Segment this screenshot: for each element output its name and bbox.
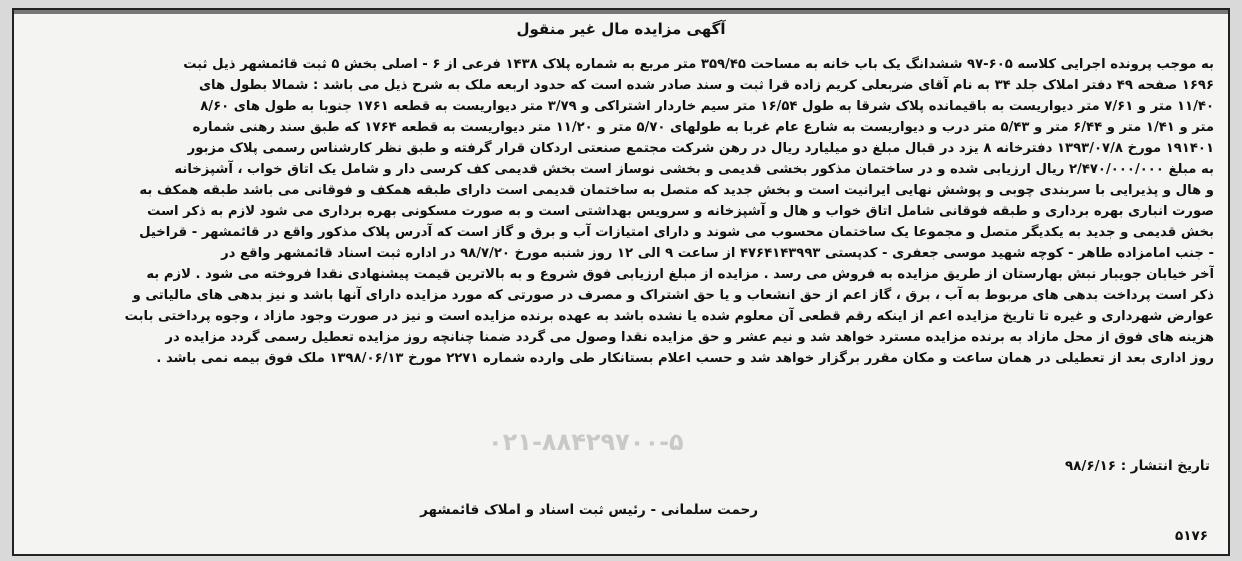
notice-line: به موجب پرونده اجرایی کلاسه ۶۰۵-۹۷ ششدانگ یک باب خانه به مساحت ۳۵۹/۴۵ متر مربع به شماره پلاک ۱۴۳۸ فرعی از ۶ - اصلی بخش ۵ ثبت قائمشهر ذیل ثبت — [183, 57, 1214, 72]
notice-line: ۱۶۹۶ صفحه ۴۹ دفتر املاک جلد ۳۴ به نام آقای ضربعلی کریم زاده قرا ثبت و سند صادر شده است که حدود اربعه ملک به شرح ذیل می باشد : شمالا بطول های — [198, 78, 1214, 93]
notice-sheet — [12, 8, 1230, 556]
phone-watermark: ۰۲۱-۸۸۴۲۹۷۰۰-۵ — [488, 428, 684, 456]
ad-number: ۵۱۷۶ — [1175, 528, 1208, 544]
signature: رحمت سلمانی - رئیس ثبت اسناد و املاک قائمشهر — [420, 502, 758, 518]
notice-line: ذکر است پرداخت بدهی های مربوط به آب ، برق ، گاز اعم از حق انشعاب و یا حق اشتراک و مصرف در صورتی که مورد مزایده دارای آنها باشد و نیز بدهی های مالیاتی و — [132, 288, 1214, 303]
notice-line: آخر خیابان جویبار نبش بهارستان از طریق مزایده به فروش می رسد . مزایده از مبلغ ارزیابی فوق شروع و به بالاترین قیمت پیشنهادی نقدا فروخته می شود . لازم به — [146, 267, 1214, 282]
notice-line: - جنب امامزاده طاهر - کوچه شهید موسی جعفری - کدپستی ۴۷۶۴۱۴۳۹۹۳ از ساعت ۹ الی ۱۲ روز شنبه مورخ ۹۸/۷/۲۰ در اداره ثبت اسناد قائمشهر واقع در — [221, 246, 1214, 261]
notice-line: ۱۱/۴۰ متر و ۷/۶۱ متر دیواریست به باقیمانده پلاک شرقا به طول ۱۶/۵۴ متر سیم خاردار اشتراکی و ۳/۷۹ متر دیواریست به قطعه ۱۷۶۱ جنوبا به طول های ۸/۶۰ — [200, 99, 1214, 114]
notice-line: متر و ۱/۴۱ متر و ۶/۴۴ متر و ۵/۴۳ متر درب و دیواریست به شارع عام غربا به طولهای ۵/۷۰ متر و ۱۱/۲۰ متر دیواریست به قطعه ۱۷۶۴ که طبق سند رهنی شماره — [192, 120, 1214, 135]
notice-line: ۱۹۱۴۰۱ مورخ ۱۳۹۳/۰۷/۸ دفترخانه ۸ یزد در قبال مبلغ دو میلیارد ریال در رهن شرکت مجتمع صنعتی اردکان قرار گرفته و طبق نظر کارشناس رسمی پلاک مزبور — [187, 141, 1214, 156]
notice-line: به مبلغ ۲/۴۷۰/۰۰۰/۰۰۰ ریال ارزیابی شده و در ساختمان مذکور بخشی قدیمی و بخشی نوساز است بخش قدیمی کف کرسی دار و شامل یک اتاق خواب ، آشپزخانه — [174, 162, 1214, 177]
notice-title: آگهی مزایده مال غیر منقول — [516, 20, 726, 38]
notice-line: صورت انباری بهره برداری و طبقه فوقانی شامل اتاق خواب و هال و آشپزخانه و سرویس بهداشتی است و به صورت مسکونی بهره برداری می شود لازم به ذکر است — [147, 204, 1214, 219]
publish-date: تاریخ انتشار : ۹۸/۶/۱۶ — [1064, 458, 1210, 474]
notice-line: هزینه های فوق از محل مازاد به برنده مزایده مسترد خواهد شد و نیم عشر و حق مزایده نقدا وصول می گردد ضمنا چنانچه روز مزایده تعطیل رسمی گردد مزایده در — [165, 330, 1214, 345]
notice-body — [28, 54, 1214, 369]
notice-line: عوارض شهرداری و غیره تا تاریخ مزایده اعم از اینکه رقم قطعی آن معلوم شده یا نشده باشد به عهده برنده مزایده است و نیز در صورت وجود مازاد ، وجوه پرداختی بابت — [124, 309, 1214, 324]
cropped-top-edge — [14, 10, 1228, 14]
notice-line: و هال و پذیرایی با سربندی چوبی و پوشش نهایی ایرانیت است و بخش جدید که متصل به ساختمان قدیمی است دارای طبقه همکف و فوقانی می باشد طبقه همکف به — [139, 183, 1214, 198]
notice-line: روز اداری بعد از تعطیلی در همان ساعت و مکان مقرر برگزار خواهد شد و حسب اعلام بستانکار طی وارده شماره ۲۲۷۱ مورخ ۱۳۹۸/۰۶/۱۳ ملک فوق بیمه نمی باشد . — [156, 351, 1214, 366]
notice-line: بخش قدیمی و جدید به یکدیگر متصل و مجموعا یک ساختمان محسوب می شوند و دارای امتیازات آب و برق و گاز است که آدرس پلاک مذکور واقع در قائمشهر - قراخیل — [139, 225, 1214, 240]
